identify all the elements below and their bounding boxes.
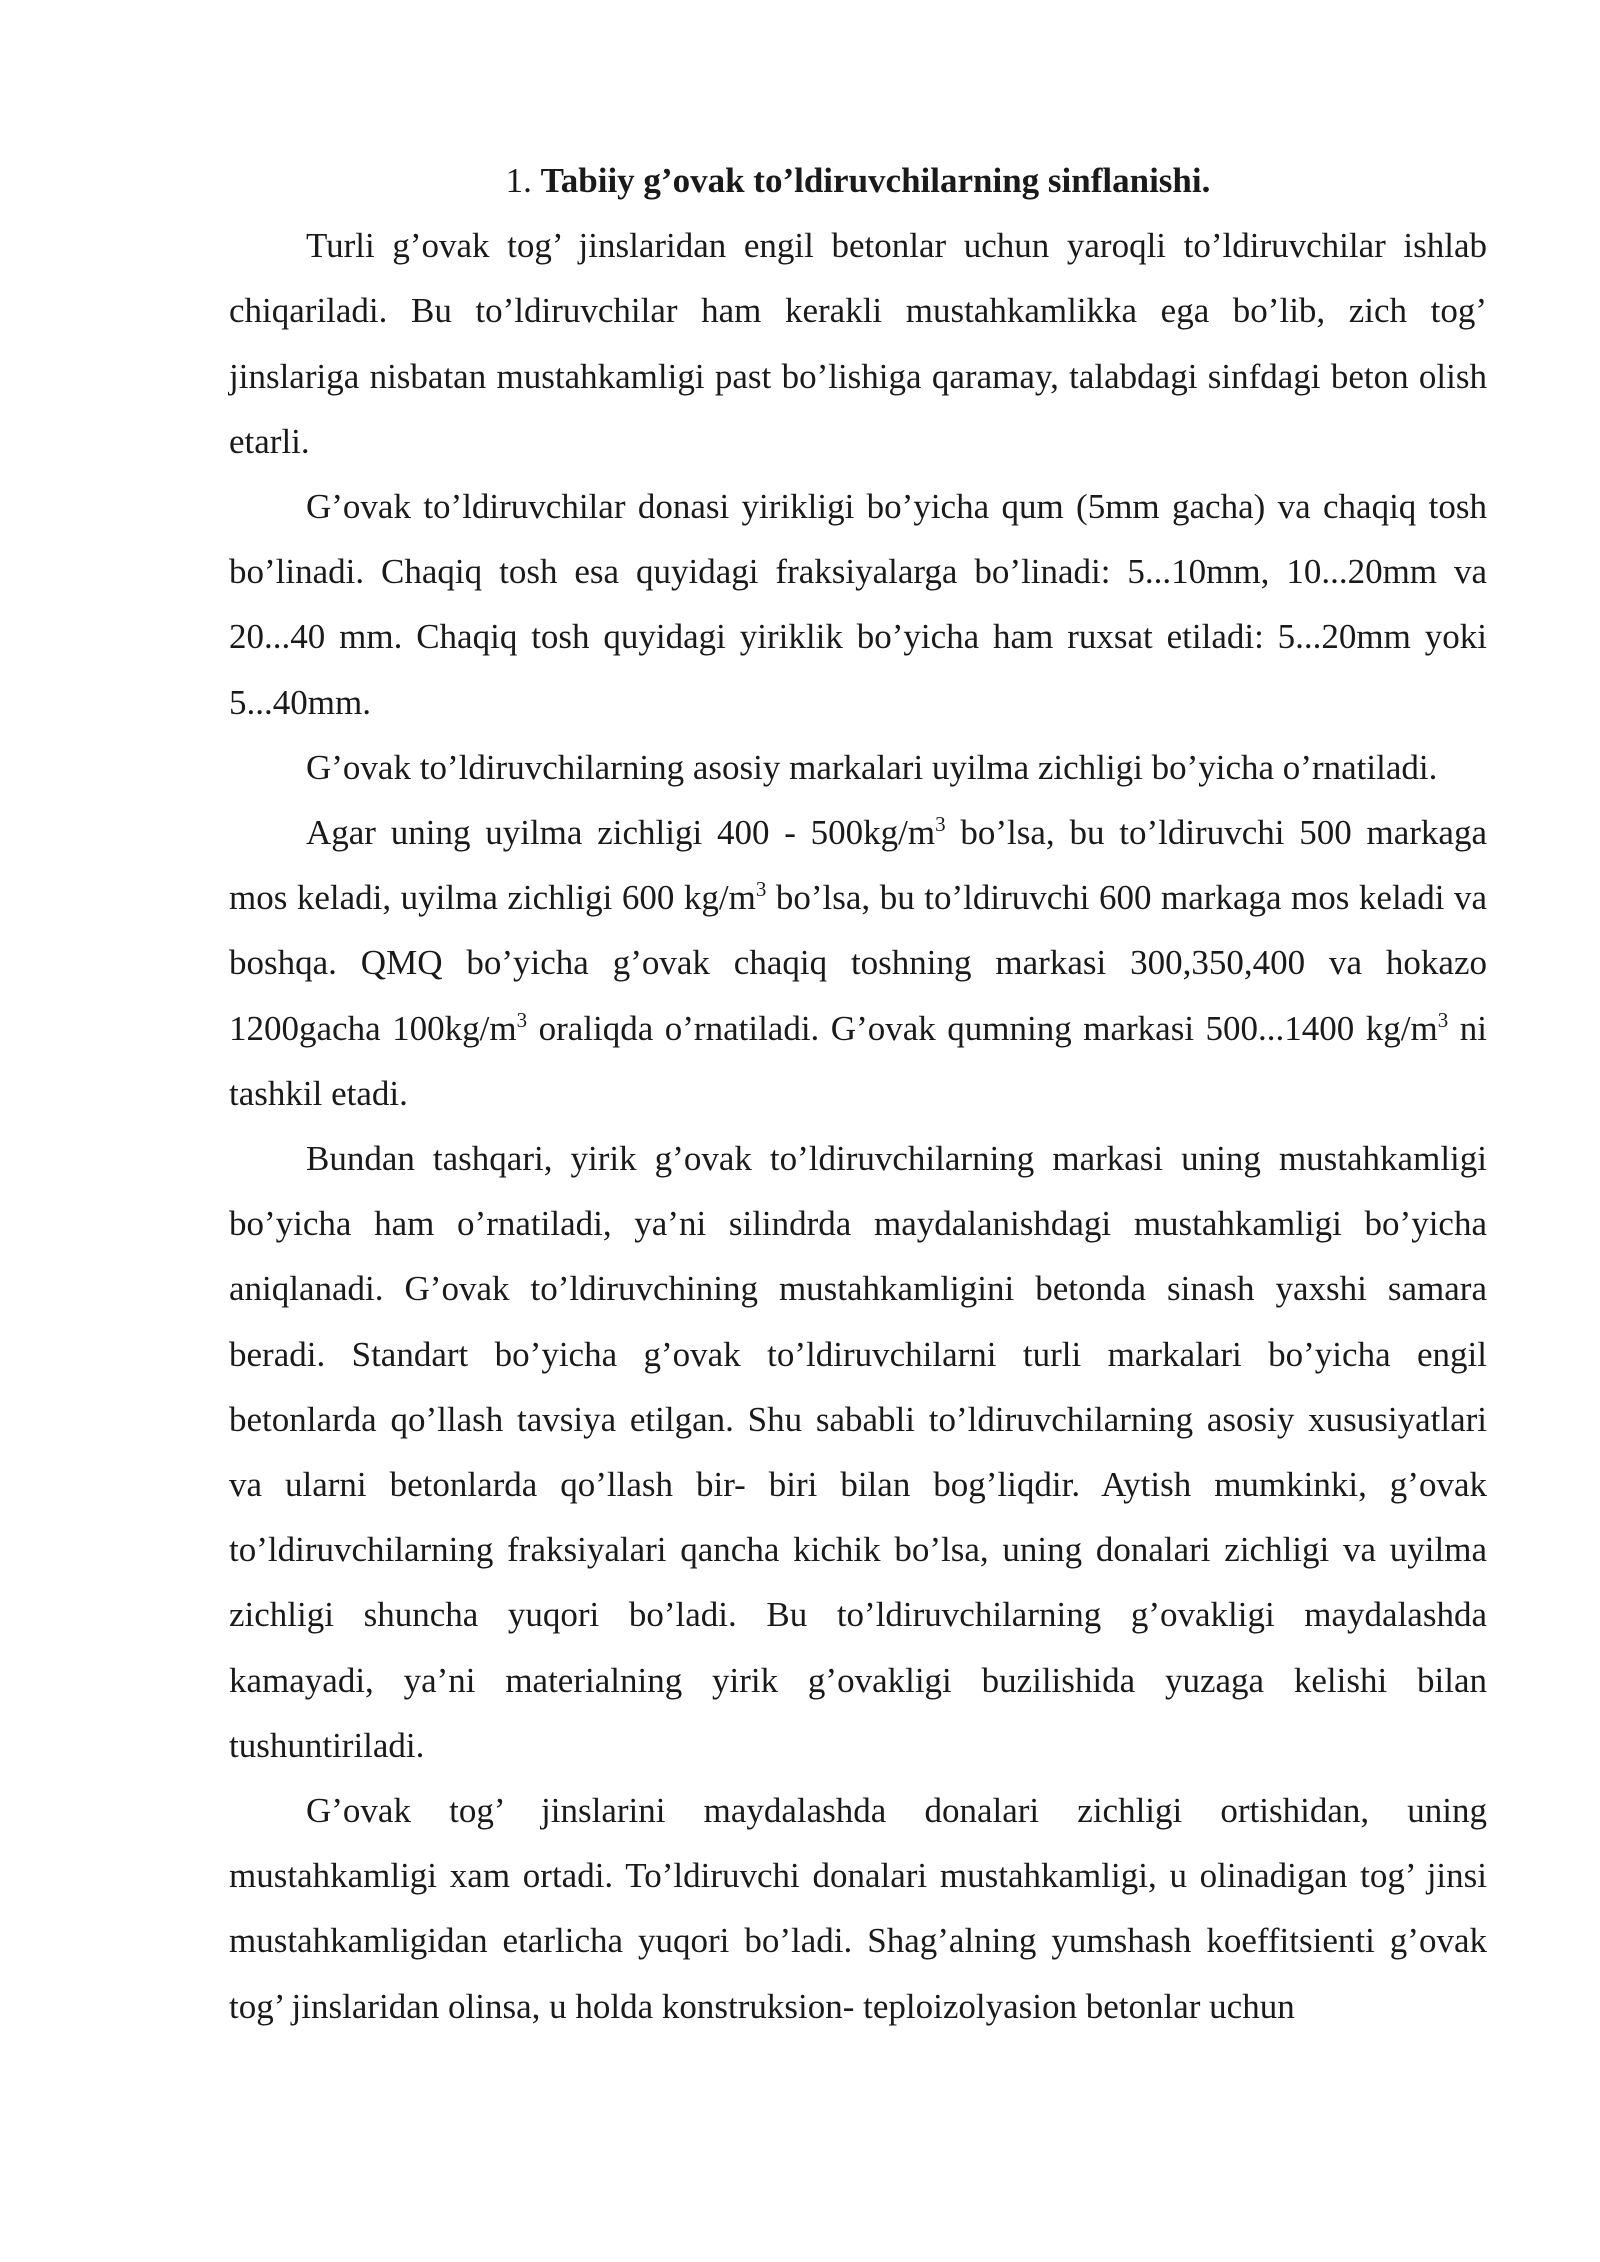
paragraph-1: Turli g’ovak tog’ jinslaridan engil betonlar uchun yaroqli to’ldiruvchilar ishlab chiqariladi. Bu to’ldiruvchilar ham kerakli mustahkamlikka ega bo’lib, zich tog’ jinslariga nisbatan mustahkamligi past bo’lishiga qaramay, talabdagi sinfdagi beton olish etarli. xyxy=(229,226,1487,461)
superscript-cubed: 3 xyxy=(1437,1007,1449,1032)
heading-title: Tabiiy g’ovak to’ldiruvchilarning sinflanishi. xyxy=(540,161,1211,200)
paragraph-2: G’ovak to’ldiruvchilar donasi yirikligi bo’yicha qum (5mm gacha) va chaqiq tosh bo’linadi. Chaqiq tosh esa quyidagi fraksiyalarga bo’linadi: 5...10mm, 10...20mm va 20...40 mm. Chaqiq tosh quyidagi yiriklik bo’yicha ham ruxsat etiladi: 5...20mm yoki 5...40mm. xyxy=(229,487,1487,722)
paragraph-6: G’ovak tog’ jinslarini maydalashda donalari zichligi ortishidan, uning mustahkamligi xam ortadi. To’ldiruvchi donalari mustahkamligi, u olinadigan tog’ jinsi mustahkamligidan etarlicha yuqori bo’ladi. Shag’alning yumshash koeffitsienti g’ovak tog’ jinslaridan olinsa, u holda konstruksion- teploizolyasion betonlar uchun xyxy=(229,1791,1487,2026)
paragraph-5: Bundan tashqari, yirik g’ovak to’ldiruvchilarning markasi uning mustahkamligi bo’yicha ham o’rnatiladi, ya’ni silindrda maydalanishdagi mustahkamligi bo’yicha aniqlanadi. G’ovak to’ldiruvchining mustahkamligini betonda sinash yaxshi samara beradi. Standart bo’yicha g’ovak to’ldiruvchilarni turli markalari bo’yicha engil betonlarda qo’llash tavsiya etilgan. Shu sababli to’ldiruvchilarning asosiy xususiyatlari va ularni betonlarda qo’llash bir- biri bilan bog’liqdir. Aytish mumkinki, g’ovak to’ldiruvchilarning fraksiyalari qancha kichik bo’lsa, uning donalari zichligi va uyilma zichligi shuncha yuqori bo’ladi. Bu to’ldiruvchilarning g’ovakligi maydalashda kamayadi, ya’ni materialning yirik g’ovakligi buzilishida yuzaga kelishi bilan tushuntiriladi. xyxy=(229,1139,1487,1765)
paragraph-4 xyxy=(229,800,1487,1126)
superscript-cubed: 3 xyxy=(755,877,767,902)
paragraph-4-part-b: bo’lsa, bu to’ldiruvchi 500 markaga mos keladi, uyilma zichligi 600 kg/m xyxy=(229,813,1488,918)
document-page xyxy=(229,148,1487,2039)
paragraph-4-part-c: bo’lsa, bu to’ldiruvchi 600 markaga mos keladi va boshqa. QMQ bo’yicha g’ovak chaqiq toshning markasi 300,350,400 va hokazo 1200gacha 100kg/m xyxy=(229,878,1487,1048)
heading-number: 1. xyxy=(505,161,532,200)
superscript-cubed: 3 xyxy=(516,1007,528,1032)
paragraph-4-part-a: Agar uning uyilma zichligi 400 - 500kg/m xyxy=(306,813,936,853)
paragraph-4-part-e: ni tashkil etadi. xyxy=(229,1008,1488,1113)
section-heading xyxy=(229,148,1487,213)
superscript-cubed: 3 xyxy=(935,812,946,837)
paragraph-3: G’ovak to’ldiruvchilarning asosiy markalari uyilma zichligi bo’yicha o’rnatiladi. xyxy=(306,747,1438,787)
paragraph-4-part-d: oraliqda o’rnatiladi. G’ovak qumning markasi 500...1400 kg/m xyxy=(527,1008,1438,1048)
